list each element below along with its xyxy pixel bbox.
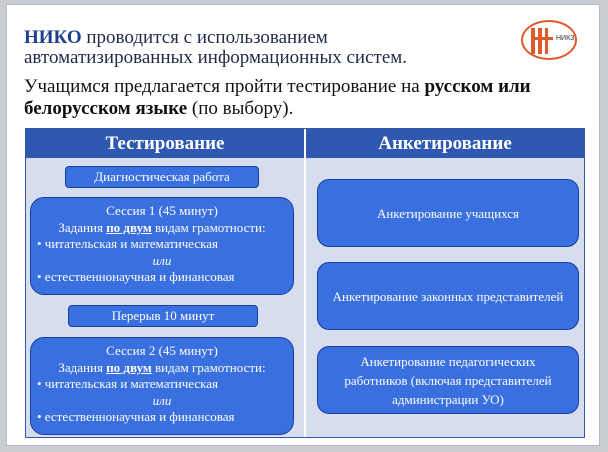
session-1-option-1: • читательская и математическая: [37, 236, 219, 251]
survey-teachers-label: Анкетирование педагогических работников (включая представителей администрации УО): [344, 353, 552, 407]
intro-line2: автоматизированных информационных систем.: [24, 47, 408, 68]
logo-label: НИКЗ: [556, 35, 575, 42]
column-divider: [304, 129, 306, 437]
survey-parents-label: Анкетирование законных представителей: [332, 288, 564, 304]
session-2-or: или: [152, 392, 172, 408]
session-1-option-2: • естественнонаучная и финансовая: [37, 269, 235, 284]
session-2-option-2: • естественнонаучная и финансовая: [37, 409, 235, 424]
survey-parents-box: [317, 262, 579, 330]
survey-students-label: Анкетирование учащихся: [376, 205, 520, 221]
session-2-option-1: • читательская и математическая: [37, 376, 219, 391]
language-text-bold: русском или белорусском языке: [24, 76, 531, 119]
survey-students-box: [317, 179, 579, 247]
brand-name: НИКО: [24, 27, 82, 48]
break-box: Перерыв 10 минут: [68, 305, 258, 327]
niko-logo: [521, 20, 577, 60]
session-2-box: [30, 337, 294, 435]
session-2-task: Задания по двум видам грамотности:: [58, 359, 266, 375]
testing-header: Тестирование: [26, 129, 304, 158]
diagnostic-work-box: Диагностическая работа: [65, 166, 259, 188]
intro-language-text: [24, 76, 584, 120]
language-text-end: (по выбору).: [187, 98, 294, 119]
session-1-task: Задания по двум видам грамотности:: [58, 219, 266, 235]
session-1-box: [30, 197, 294, 295]
intro-text: [24, 28, 504, 68]
session-1-title: Сессия 1 (45 минут): [106, 203, 218, 218]
survey-teachers-box: [317, 346, 579, 414]
language-text-start: Учащимся предлагается пройти тестирование на: [24, 76, 425, 97]
intro-line1: проводится с использованием: [81, 27, 328, 48]
survey-header: Анкетирование: [306, 129, 584, 158]
session-1-or: или: [152, 252, 172, 268]
session-2-title: Сессия 2 (45 минут): [106, 343, 218, 358]
